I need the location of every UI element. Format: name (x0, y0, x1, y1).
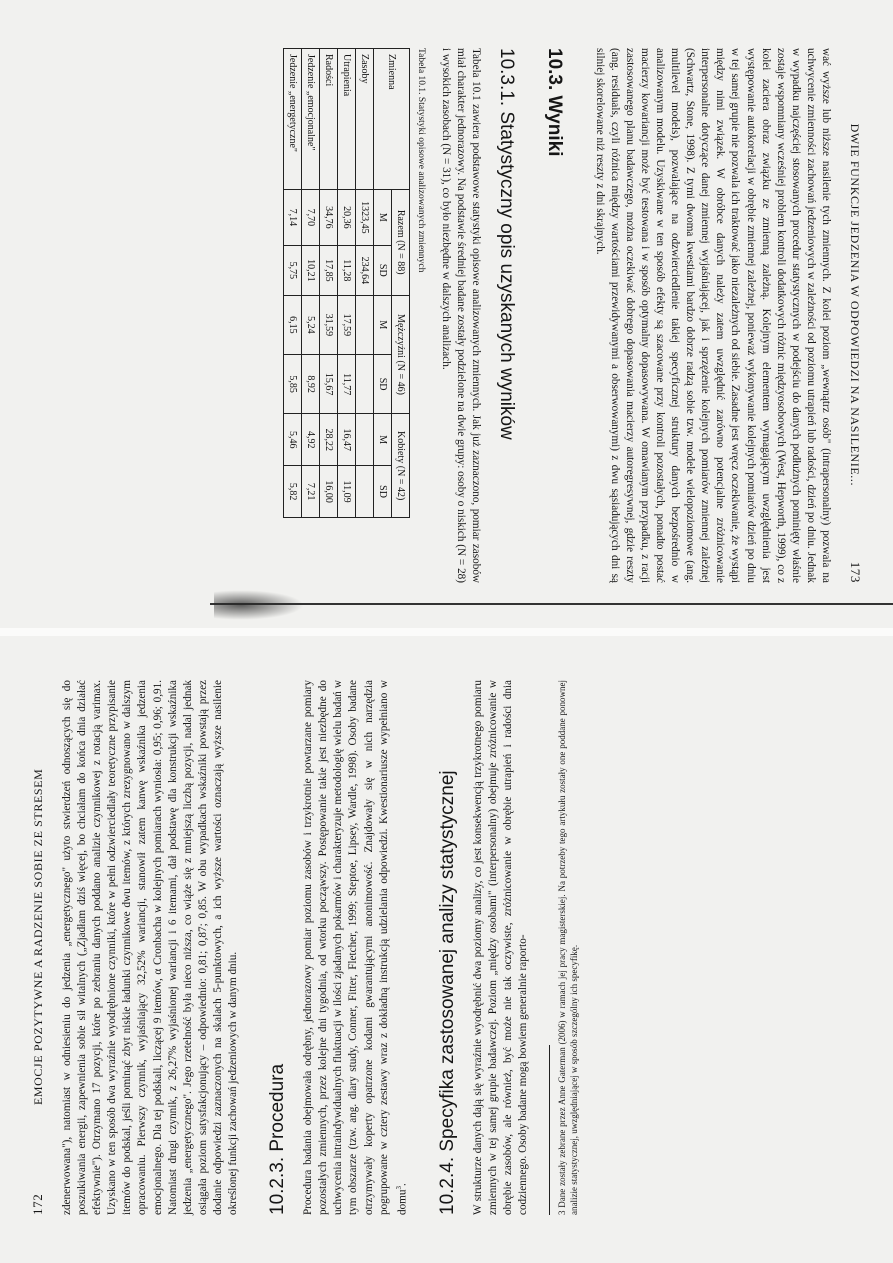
subcol-header: SD (374, 354, 392, 413)
page-172 (0, 632, 893, 1263)
table-cell: 15,67 (320, 354, 338, 413)
body-paragraph: Procedura badania obejmowała odrębny, jednorazowy pomiar poziomu zasobów i trzykrotnie powtarzane pomiary pozostałych zmiennych, przez kolejne dni tygodnia, od wtorku począwszy. Postępowanie takie jest niezbędne do uchwycenia intraindywidualnych fluktuacji w ilości zjadanych pokarmów i charakteryzuje metodologię wielu badań w tym obszarze (tzw. ang. diary study, Conner, Fitter, Fletcher, 1999; Steptoe, Lipsey, Wardle, 1998). Osoby badane otrzymywały koperty opatrzone kodami gwarantującymi anonimowość. Znajdowały się w nich narzędzia pogrupowane w cztery zestawy wraz z dokładną instrukcją udzielania odpowiedzi. Kwestionariusze wypełniano w domu$^3$. (302, 680, 409, 1215)
table-cell: 17,85 (320, 245, 338, 295)
page-173-content (0, 0, 893, 631)
table-cell (356, 295, 374, 354)
row-label: Zasoby (356, 49, 374, 190)
section-heading-specifics: 10.2.4. Specyfika zastosowanej analizy statystycznej (436, 770, 458, 1215)
table-cell: 6,15 (284, 295, 302, 354)
table-cell: 234,64 (356, 245, 374, 295)
page-number: 172 (30, 1193, 45, 1215)
table-cell: 10,21 (302, 245, 320, 295)
body-paragraph: zdenerwowana"), natomiast w odniesieniu do jedzenia „energetycznego" użyto stwierdzeń odnoszących się do poszukiwania energii, zapewnienia sobie sił witalnych („Zjadłam dziś więcej, bo chciałam do końca dnia działać efektywnie"). Otrzymano 17 pozycji, które po zebraniu danych poddano analizie czynnikowej z rotacją varimax. Uzyskano w ten sposób dwa wyraźnie wyodrębnione czynniki, które w pełni odzwierciedlały teoretyczne przypisanie itemów do podskal, jeśli pominąć zbyt niskie ładunki czynnikowe dwu itemów, z których zrezygnowano w dalszym opracowaniu. Pierwszy czynnik, wyjaśniający 32,52% wariancji, stanowił zatem kanwę wskaźnika jedzenia emocjonalnego. Dla tej podskali, liczącej 9 itemów, α Cronbacha w kolejnych pomiarach wyniosła: 0,95; 0,96; 0,91. Natomiast drugi czynnik, z 26,27% wyjaśnionej wariancji i 6 itemami, dał podstawę dla konstrukcji wskaźnika jedzenia „energetycznego". Jego rzetelność była nieco niższa, co wiąże się z mniejszą liczbą pozycji, nadal jednak osiągała poziom satysfakcjonujący – odpowiednio: 0,81; 0,87; 0,85. W obu wypadkach wskaźniki powstają przez dodanie odpowiedzi zaznaczonych na skalach 5-punktowych, a ich wyższe wartości oznaczają wyższe nasilenie określonej funkcji zachowań jedzeniowych w danym dniu. (61, 680, 240, 1215)
row-label: Jedzenie „emocjonalne" (302, 49, 320, 190)
section-heading-results: 10.3. Wyniki (544, 48, 566, 157)
body-paragraph: Tabela 10.1 zawiera podstawowe statystyki opisowe analizowanych zmiennych. Jak już zaznaczono, pomiar zasobów miał charakter jednorazowy. Na podstawie średniej badane zostały podzielone na dwie grupy: osoby o niskich (N = 28) i wysokich zasobach (N = 31), co było niezbędne w dalszych analizach. (440, 48, 483, 583)
table-cell: 8,92 (302, 354, 320, 413)
table-cell (356, 466, 374, 518)
subcol-header: M (374, 189, 392, 245)
table-cell: 7,70 (302, 189, 320, 245)
table-row (338, 49, 356, 518)
body-paragraph: wać wyższe lub niższe nasilenie tych zmiennych. Z kolei poziom „wewnątrz osób" (intrapersonalny) pozwala na uchwycenie zmienności zachowań jedzeniowych w zależności od poziomu utrapień lub radości, dzień po dniu. Jednak w wypadku najczęściej stosowanych procedur statystycznych w podejściu do danych podłużnych pominięty właśnie zostaje wspomniany wcześniej problem kontroli dodatkowych różnic międzyosobowych (West, Hepworth, 1999), co z kolei zaciera obraz związku ze zmienną zależną. Kolejnym elementem wymagającym uwzględnienia jest występowanie autokorelacji w obrębie zmiennej zależnej, ponieważ wykonywanie kolejnych pomiarów dzień po dniu w tej samej grupie nie pozwala ich traktować jako niezależnych od siebie. Zasadne jest wręcz oczekiwanie, że wystąpi między nimi związek. W obróbce danych należy zatem uwzględnić zarówno potencjalne zróżnicowanie interpersonalne dotyczące danej zmiennej wyjaśniającej, jak i sprzężenie kolejnych pomiarów zmiennej zależnej (Schwartz, Stone, 1998). Z tymi dwoma kwestiami bardzo dobrze radzą sobie tzw. modele wielopoziomowe (ang. multilevel models), pozwalające na odzwierciedlenie takiej specyficznej struktury danych bezpośrednio w analizowanym modelu. Uzyskiwane w ten sposób efekty są szacowane przy kontroli pozostałych, ponadto postać macierzy kowariancji może być testowana i w sposób optymalny dopasowywana. W omawianym przypadku, z racji zastosowanego planu badawczego, można oczekiwać dobrego dopasowania macierzy autoregresywnej, gdzie reszty (ang. residuals, czyli różnica między wartościami przewidywanymi a obserwowanymi) z dwu sąsiadujących dni są silniej skorelowane niż reszty z dni skrajnych. (593, 48, 832, 583)
table-cell: 7,14 (284, 189, 302, 245)
col-header-variable: Zmienna (374, 49, 410, 190)
footnote-rule (549, 1045, 550, 1215)
table-cell: 5,46 (284, 414, 302, 466)
page-173 (0, 0, 893, 631)
table-cell: 31,59 (320, 295, 338, 354)
section-heading-procedure: 10.2.3. Procedura (267, 1063, 289, 1215)
table-cell: 11,09 (338, 466, 356, 518)
table-cell: 7,21 (302, 466, 320, 518)
table-row (356, 49, 374, 518)
table-cell: 17,59 (338, 295, 356, 354)
table-cell (356, 354, 374, 413)
subcol-header: SD (374, 245, 392, 295)
table-caption: Tabela 10.1. Statystyki opisowe analizowanych zmiennych (416, 48, 427, 273)
row-label: Jedzenie „energetyczne" (284, 49, 302, 190)
footnote: 3 Dane zostały zebrane przez Anne Gaterman (2006) w ramach jej pracy magisterskiej. Na potrzeby tego artykułu zostały one poddane ponownej analizie statystycznej, uwzględniającej w sposób szczególny ich specyfikę. (556, 680, 579, 1215)
subcol-header: M (374, 295, 392, 354)
table-cell: 5,75 (284, 245, 302, 295)
table-cell: 11,28 (338, 245, 356, 295)
table-cell: 11,77 (338, 354, 356, 413)
subcol-header: SD (374, 466, 392, 518)
page-172-content (0, 632, 893, 1263)
table-cell: 16,00 (320, 466, 338, 518)
page-header (30, 680, 46, 1215)
table-cell: 20,36 (338, 189, 356, 245)
procedure-text: Procedura badania obejmowała odrębny, jednorazowy pomiar poziomu zasobów i trzykrotnie powtarzane pomiary pozostałych zmiennych, przez kolejne dni tygodnia, od wtorku począwszy. Postępowanie takie jest niezbędne do uchwycenia intraindywidualnych fluktuacji w ilości zjadanych pokarmów i charakteryzuje metodologię wielu badań w tym obszarze (tzw. ang. diary study, Conner, Fitter, Fletcher, 1999; Steptoe, Lipsey, Wardle, 1998). Osoby badane otrzymywały koperty opatrzone kodami gwarantującymi anonimowość. Znajdowały się w nich narzędzia pogrupowane w cztery zestawy wraz z dokładną instrukcją udzielania odpowiedzi. Kwestionariusze wypełniano w domu (302, 680, 409, 1215)
row-label: Radości (320, 49, 338, 190)
page-header (847, 48, 863, 583)
table-cell: 4,92 (302, 414, 320, 466)
table-cell: 5,82 (284, 466, 302, 518)
table-row (302, 49, 320, 518)
subsection-heading-desc: 10.3.1. Statystyczny opis uzyskanych wyników (496, 48, 518, 440)
table-cell: 5,24 (302, 295, 320, 354)
table-cell: 1323,45 (356, 189, 374, 245)
body-paragraph: W strukturze danych dają się wyraźnie wyodrębnić dwa poziomy analizy, co jest konsekwencją trzykrotnego pomiaru zmiennych w tej samej grupie badawczej. Poziom „między osobami" (interpersonalny) obejmuje zróżnicowanie w obrębie zasobów, ale również, być może nie tak oczywiste, zróżnicowanie w obrębie utrapień i radości dnia codziennego. Osoby badane mogą bowiem generalnie raporto- (471, 680, 529, 1215)
col-group-women: Kobiety (N = 42) (392, 414, 410, 518)
page-number: 173 (848, 561, 863, 583)
table-header-row (392, 49, 410, 518)
scan-smudge (214, 590, 304, 620)
subcol-header: M (374, 414, 392, 466)
table-cell: 28,22 (320, 414, 338, 466)
footnote-ref: 3 (394, 1186, 403, 1190)
stats-table (283, 48, 410, 518)
scan-edge-line (210, 603, 893, 605)
col-group-total: Razem (N = 88) (392, 189, 410, 295)
running-head: EMOCJE POZYTYWNE A RADZENIE SOBIE ZE STRESEM (31, 768, 45, 1106)
table-cell: 16,47 (338, 414, 356, 466)
table-row (320, 49, 338, 518)
table-cell (356, 414, 374, 466)
table-row (284, 49, 302, 518)
col-group-men: Mężczyźni (N = 46) (392, 295, 410, 414)
table-cell: 5,85 (284, 354, 302, 413)
table-cell: 34,76 (320, 189, 338, 245)
running-head: DWIE FUNKCJE JEDZENIA W ODPOWIEDZI NA NASILENIE... (848, 123, 862, 487)
row-label: Utrapienia (338, 49, 356, 190)
